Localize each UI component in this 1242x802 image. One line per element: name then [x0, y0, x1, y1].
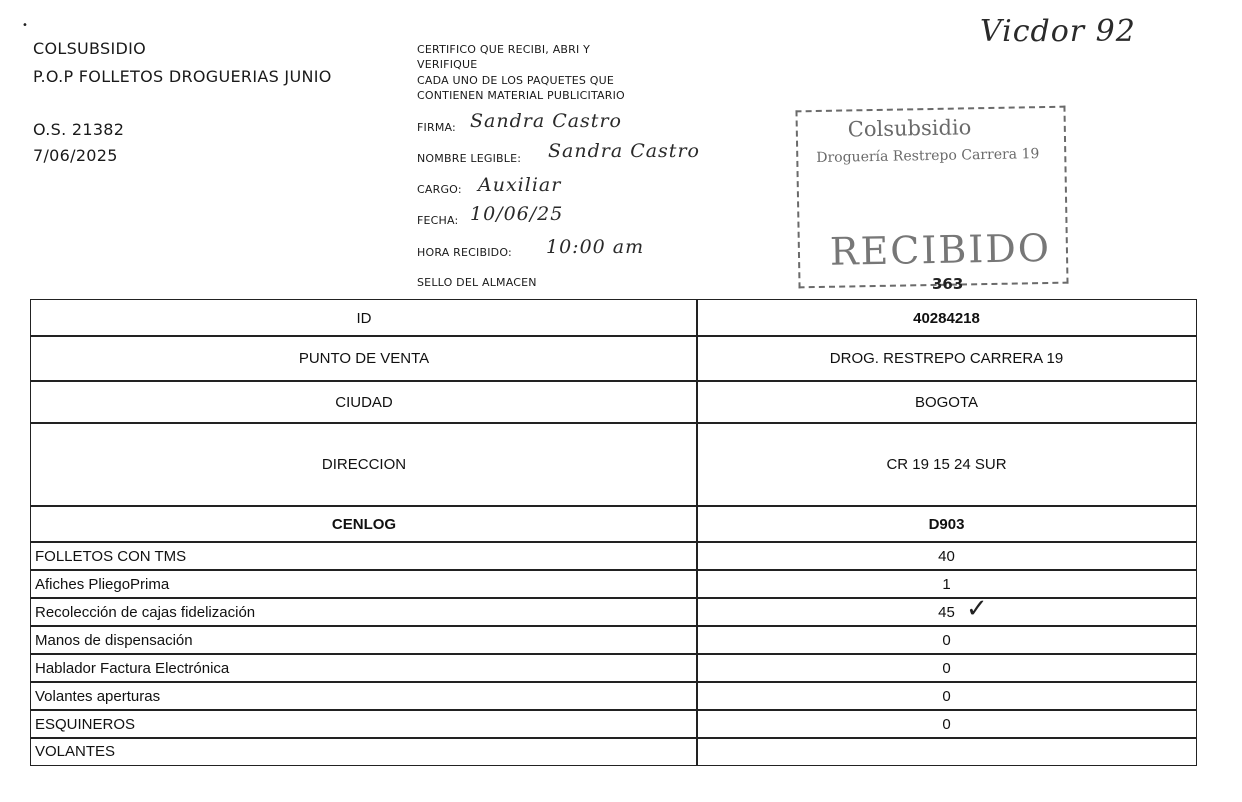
item-value: 40: [696, 541, 1197, 571]
item-value: 0: [696, 653, 1197, 683]
fecha-value: 10/06/25: [470, 203, 564, 225]
store-stamp: [795, 106, 1068, 289]
document-date: 7/06/2025: [33, 146, 118, 165]
scan-mark: •: [22, 20, 28, 31]
nombre-value: Sandra Castro: [548, 140, 700, 162]
firma-label: FIRMA:: [417, 121, 456, 134]
item-value: 45: [696, 597, 1197, 627]
stamp-number: 363: [932, 275, 964, 293]
item-label: Volantes aperturas: [30, 681, 698, 711]
row-direccion-label: DIRECCION: [30, 422, 698, 507]
certificate-line-3: CADA UNO DE LOS PAQUETES QUE: [417, 74, 615, 87]
item-label: FOLLETOS CON TMS: [30, 541, 698, 571]
stamp-status: RECIBIDO: [829, 225, 1052, 274]
row-ciudad-value: BOGOTA: [696, 380, 1197, 424]
item-value: 0: [696, 681, 1197, 711]
certificate-line-1: CERTIFICO QUE RECIBI, ABRI Y: [417, 43, 591, 56]
item-label: VOLANTES: [30, 737, 698, 766]
row-ciudad-label: CIUDAD: [30, 380, 698, 424]
document-title: P.O.P FOLLETOS DROGUERIAS JUNIO: [33, 67, 332, 86]
item-value: 0: [696, 625, 1197, 655]
hora-label: HORA RECIBIDO:: [417, 246, 512, 259]
fecha-label: FECHA:: [417, 214, 459, 227]
item-value: [696, 737, 1197, 766]
cargo-label: CARGO:: [417, 183, 462, 196]
row-id-label: ID: [30, 299, 698, 337]
item-label: ESQUINEROS: [30, 709, 698, 739]
top-right-annotation: Vicdor 92: [980, 14, 1136, 49]
stamp-store-name: Droguería Restrepo Carrera 19: [816, 146, 1040, 167]
item-value: 1: [696, 569, 1197, 599]
row-direccion-value: CR 19 15 24 SUR: [696, 422, 1197, 507]
item-label: Manos de dispensación: [30, 625, 698, 655]
row-cenlog-value: D903: [696, 505, 1197, 543]
service-order: O.S. 21382: [33, 120, 125, 139]
row-cenlog-label: CENLOG: [30, 505, 698, 543]
item-value: 0: [696, 709, 1197, 739]
certificate-line-4: CONTIENEN MATERIAL PUBLICITARIO: [417, 89, 625, 102]
sello-label: SELLO DEL ALMACEN: [417, 276, 537, 289]
firma-signature: Sandra Castro: [470, 110, 622, 132]
stamp-brand: Colsubsidio: [847, 115, 972, 142]
item-label: Afiches PliegoPrima: [30, 569, 698, 599]
item-label: Recolección de cajas fidelización: [30, 597, 698, 627]
row-id-value: 40284218: [696, 299, 1197, 337]
nombre-label: NOMBRE LEGIBLE:: [417, 152, 522, 165]
check-mark-icon: ✓: [966, 594, 988, 624]
row-punto-venta-label: PUNTO DE VENTA: [30, 335, 698, 382]
item-label: Hablador Factura Electrónica: [30, 653, 698, 683]
cargo-value: Auxiliar: [478, 174, 562, 196]
company-name: COLSUBSIDIO: [33, 39, 147, 58]
certificate-line-2: VERIFIQUE: [417, 58, 478, 71]
row-punto-venta-value: DROG. RESTREPO CARRERA 19: [696, 335, 1197, 382]
hora-value: 10:00 am: [546, 236, 645, 258]
